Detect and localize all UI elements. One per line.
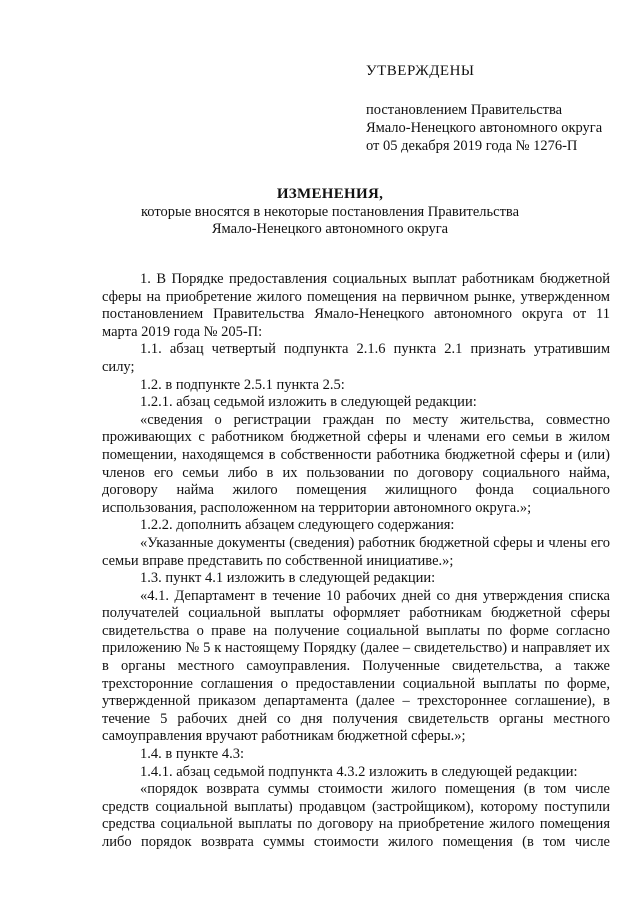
paragraph: 1. В Порядке предоставления социальных выплат работникам бюджетной сферы на приобретение жилого помещения на первичном рынке, утвержденном постановлением Правительства Ямало-Ненецкого автономного округа от 11 марта 2019 года № 205-П: [102, 271, 610, 340]
paragraph: «порядок возврата суммы стоимости жилого помещения (в том числе средств социальной выплаты) продавцом (застройщиком), которому поступили средства социальной выплаты по договору на приобретение жилого помещения либо порядок возврата суммы стоимости жилого помещения (в том числе [102, 781, 610, 850]
paragraph: 1.4.1. абзац седьмой подпункта 4.3.2 изложить в следующей редакции: [140, 763, 578, 780]
paragraph: «Указанные документы (сведения) работник бюджетной сферы и члены его семьи вправе представить по собственной инициативе.»; [102, 534, 610, 569]
approval-stamp [366, 62, 616, 155]
paragraph: 1.4. в пункте 4.3: [140, 746, 245, 763]
paragraph: «4.1. Департамент в течение 10 рабочих дней со дня утверждения списка получателей социальной выплаты оформляет работникам бюджетной сферы свидетельства о праве на получение социальной выплаты по форме согласно приложению № 5 к настоящему Порядку (далее – свидетельство) и направляет их в органы местного самоуправления. Полученные свидетельства, а также трехсторонние соглашения о предоставлении социальной выплаты по форме, утвержденной приказом департамента (далее – трехстороннее соглашение), в течение 5 рабочих дней со дня получения свидетельств органы местного самоуправления вручают работникам бюджетной сферы.»; [102, 587, 610, 745]
document-title-block [60, 186, 600, 239]
document-subtitle-line: которые вносятся в некоторые постановления Правительства [140, 203, 520, 220]
document-body [102, 271, 610, 852]
approval-line: от 05 декабря 2019 года № 1276-П [366, 138, 578, 154]
document-title: ИЗМЕНЕНИЯ, [276, 186, 384, 202]
approval-heading: УТВЕРЖДЕНЫ [366, 63, 475, 79]
paragraph: «сведения о регистрации граждан по месту жительства, совместно проживающих с работником бюджетной сферы и членами его семьи в жилом помещении, находящемся в собственности работника бюджетной сферы и (или) членов его семьи либо в их пользовании по договору социального найма, договору найма жилого помещения жилищного фонда социального использования, расположенном на территории автономного округа.»; [102, 411, 610, 516]
paragraph: 1.3. пункт 4.1 изложить в следующей редакции: [140, 570, 436, 587]
paragraph: 1.2.1. абзац седьмой изложить в следующей редакции: [140, 394, 477, 411]
document-subtitle-line: Ямало-Ненецкого автономного округа [211, 221, 449, 237]
paragraph: 1.2.2. дополнить абзацем следующего содержания: [140, 517, 455, 534]
approval-line: постановлением Правительства [366, 102, 563, 118]
paragraph: 1.1. абзац четвертый подпункта 2.1.6 пункта 2.1 признать утратившим силу; [102, 341, 610, 375]
approval-line: Ямало-Ненецкого автономного округа [366, 120, 603, 136]
paragraph: 1.2. в подпункте 2.5.1 пункта 2.5: [140, 376, 345, 393]
